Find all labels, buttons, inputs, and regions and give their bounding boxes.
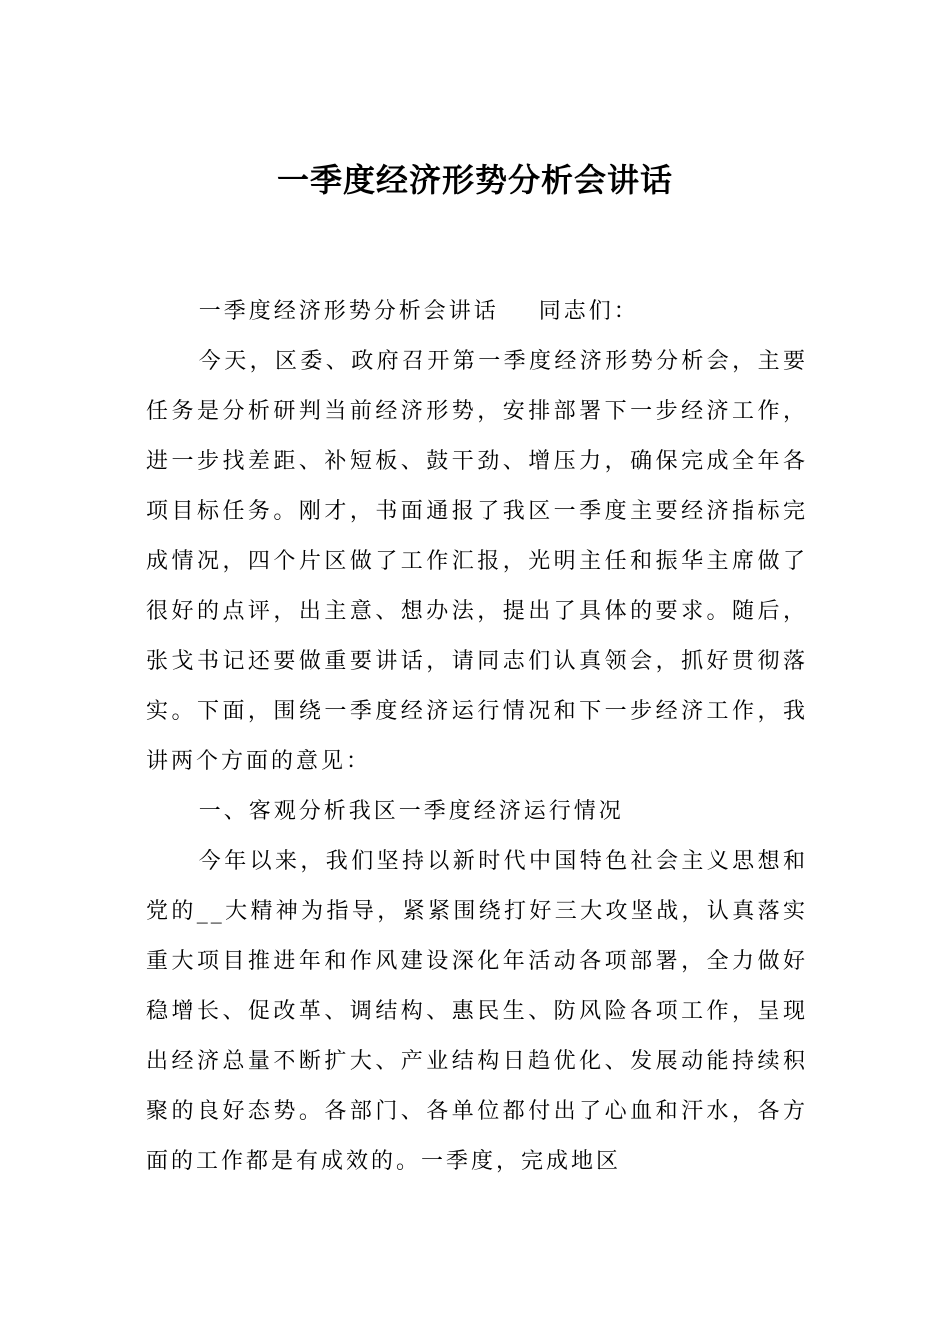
document-body (146, 287, 808, 1187)
paragraph-section-1: 今年以来，我们坚持以新时代中国特色社会主义思想和党的__大精神为指导，紧紧围绕打好三大攻坚战，认真落实重大项目推进年和作风建设深化年活动各项部署，全力做好稳增长、促改革、调结构、惠民生、防风险各项工作，呈现出经济总量不断扩大、产业结构日趋优化、发展动能持续积聚的良好态势。各部门、各单位都付出了心血和汗水，各方面的工作都是有成效的。一季度，完成地区 (146, 849, 808, 1174)
document-title: 一季度经济形势分析会讲话 (276, 161, 673, 199)
paragraph-intro: 今天，区委、政府召开第一季度经济形势分析会，主要任务是分析研判当前经济形势，安排部署下一步经济工作，进一步找差距、补短板、鼓干劲、增压力，确保完成全年各项目标任务。刚才，书面通报了我区一季度主要经济指标完成情况，四个片区做了工作汇报，光明主任和振华主席做了很好的点评，出主意、想办法，提出了具体的要求。随后，张戈书记还要做重要讲话，请同志们认真领会，抓好贯彻落实。下面，围绕一季度经济运行情况和下一步经济工作，我讲两个方面的意见： (146, 349, 808, 774)
header-line-title: 一季度经济形势分析会讲话 (198, 299, 499, 324)
salutation: 同志们： (538, 299, 639, 324)
header-line (146, 287, 808, 337)
section-heading-1: 一、客观分析我区一季度经济运行情况 (198, 799, 624, 824)
